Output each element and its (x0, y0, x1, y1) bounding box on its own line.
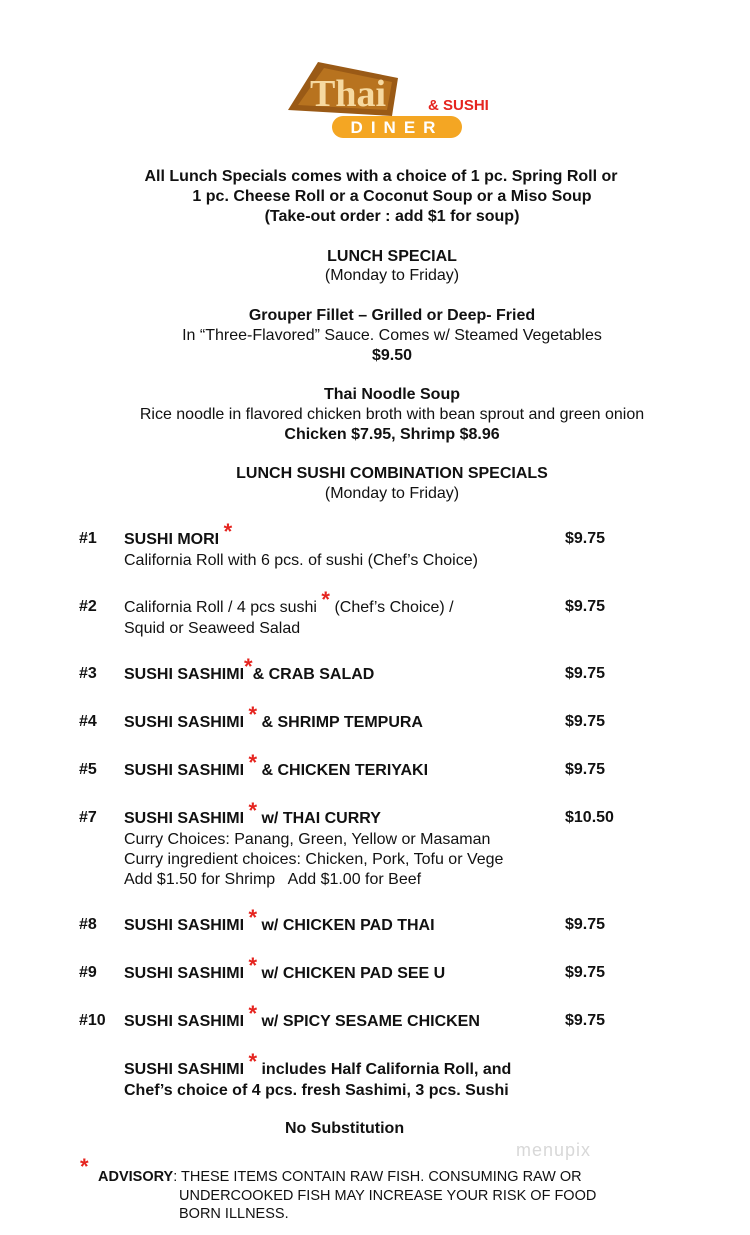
advisory-line-3: BORN ILLNESS. (179, 1206, 289, 1222)
menu-item-title (124, 702, 423, 733)
raw-fish-star: * (248, 953, 258, 978)
menu-item-title (124, 654, 375, 685)
item-price: $9.75 (565, 1012, 606, 1029)
menu-item-title (124, 953, 446, 984)
item-name: SUSHI SASHIMI (124, 965, 245, 982)
item-name-suffix: (Chef’s Choice) / (334, 599, 454, 616)
raw-fish-star: * (321, 587, 330, 612)
raw-fish-star: * (223, 519, 233, 544)
item-price: $9.75 (565, 761, 606, 778)
menu-item-title (124, 519, 233, 550)
grouper-price: $9.50 (371, 347, 413, 364)
item-name: SUSHI MORI (124, 531, 220, 548)
advisory-line-2: UNDERCOOKED FISH MAY INCREASE YOUR RISK OF FOOD (179, 1188, 597, 1204)
item-price: $9.75 (565, 916, 606, 933)
menu-item-title (124, 798, 381, 829)
item-number: #5 (79, 761, 97, 778)
noodle-desc: Rice noodle in flavored chicken broth with bean sprout and green onion (139, 406, 645, 423)
item-price: $9.75 (565, 598, 606, 615)
raw-fish-star: * (248, 1001, 258, 1026)
item-name: SUSHI SASHIMI (124, 810, 245, 827)
menu-item-title (124, 1001, 480, 1032)
item-price: $9.75 (565, 964, 606, 981)
item-description: Add $1.50 for Shrimp Add $1.00 for Beef (124, 871, 422, 888)
item-number: #8 (79, 916, 97, 933)
advisory-text-1: : THESE ITEMS CONTAIN RAW FISH. CONSUMING RAW OR (173, 1169, 582, 1185)
no-substitution: No Substitution (285, 1120, 405, 1137)
item-number: #4 (79, 713, 97, 730)
item-number: #3 (79, 665, 97, 682)
raw-fish-star: * (248, 750, 258, 775)
item-name: SUSHI SASHIMI (124, 714, 245, 731)
item-price: $9.75 (565, 713, 606, 730)
lunch-special-heading: LUNCH SPECIAL (327, 248, 457, 265)
raw-fish-star: * (248, 702, 258, 727)
intro-line-1: All Lunch Specials comes with a choice of 1 pc. Spring Roll or (144, 168, 618, 185)
item-number: #2 (79, 598, 97, 615)
menupix-watermark: menupix (516, 1140, 592, 1160)
item-name: California Roll / 4 pcs sushi (124, 599, 317, 616)
item-description: Curry ingredient choices: Chicken, Pork, Tofu or Vege (124, 851, 504, 868)
item-number: #7 (79, 809, 97, 826)
item-description: California Roll with 6 pcs. of sushi (Chef’s Choice) (124, 552, 478, 569)
note-name: SUSHI SASHIMI (124, 1061, 245, 1078)
noodle-title: Thai Noodle Soup (324, 386, 460, 403)
menu-item-title (124, 750, 429, 781)
item-price: $9.75 (565, 530, 606, 547)
advisory-line-1 (98, 1168, 582, 1186)
intro-line-3: (Take-out order : add $1 for soup) (264, 208, 520, 225)
item-description: Squid or Seaweed Salad (124, 620, 301, 637)
logo-sushi-text: & SUSHI (428, 97, 489, 114)
item-name: SUSHI SASHIMI (124, 1013, 245, 1030)
item-description: Curry Choices: Panang, Green, Yellow or Masaman (124, 831, 491, 848)
sashimi-note (124, 1049, 512, 1080)
item-name: SUSHI SASHIMI (124, 762, 245, 779)
logo-graphic (288, 58, 518, 142)
item-name: SUSHI SASHIMI (124, 666, 245, 683)
item-name-suffix: w/ THAI CURRY (261, 810, 381, 827)
raw-fish-star: * (248, 798, 258, 823)
raw-fish-star: * (248, 1049, 258, 1074)
restaurant-logo (288, 58, 518, 142)
item-name-suffix: w/ CHICKEN PAD SEE U (261, 965, 446, 982)
raw-fish-star: * (248, 905, 258, 930)
item-number: #9 (79, 964, 97, 981)
menu-item-title (124, 587, 454, 618)
grouper-desc: In “Three-Flavored” Sauce. Comes w/ Steamed Vegetables (182, 327, 602, 344)
item-name-suffix: & CHICKEN TERIYAKI (261, 762, 429, 779)
advisory-star: * (80, 1154, 89, 1179)
noodle-price: Chicken $7.95, Shrimp $8.96 (284, 426, 500, 443)
sashimi-note-line-2: Chef’s choice of 4 pcs. fresh Sashimi, 3 pcs. Sushi (124, 1082, 509, 1099)
item-number: #10 (79, 1012, 106, 1029)
item-name-suffix: w/ SPICY SESAME CHICKEN (261, 1013, 480, 1030)
item-price: $9.75 (565, 665, 606, 682)
logo-thai-text: Thai (310, 73, 387, 115)
menu-item-title (124, 905, 435, 936)
logo-diner-text: DINER (350, 118, 444, 137)
item-name: SUSHI SASHIMI (124, 917, 245, 934)
item-price: $10.50 (565, 809, 614, 826)
lunch-special-days: (Monday to Friday) (324, 267, 460, 284)
sushi-combo-heading: LUNCH SUSHI COMBINATION SPECIALS (236, 465, 548, 482)
sushi-combo-days: (Monday to Friday) (324, 485, 460, 502)
advisory-label: ADVISORY (98, 1169, 174, 1185)
item-name-suffix: & CRAB SALAD (252, 666, 375, 683)
intro-line-2: 1 pc. Cheese Roll or a Coconut Soup or a Miso Soup (192, 188, 592, 205)
note-text: includes Half California Roll, and (261, 1061, 512, 1078)
item-number: #1 (79, 530, 97, 547)
item-name-suffix: w/ CHICKEN PAD THAI (261, 917, 435, 934)
item-name-suffix: & SHRIMP TEMPURA (261, 714, 423, 731)
raw-fish-star: * (244, 654, 253, 679)
grouper-title: Grouper Fillet – Grilled or Deep- Fried (248, 307, 536, 324)
